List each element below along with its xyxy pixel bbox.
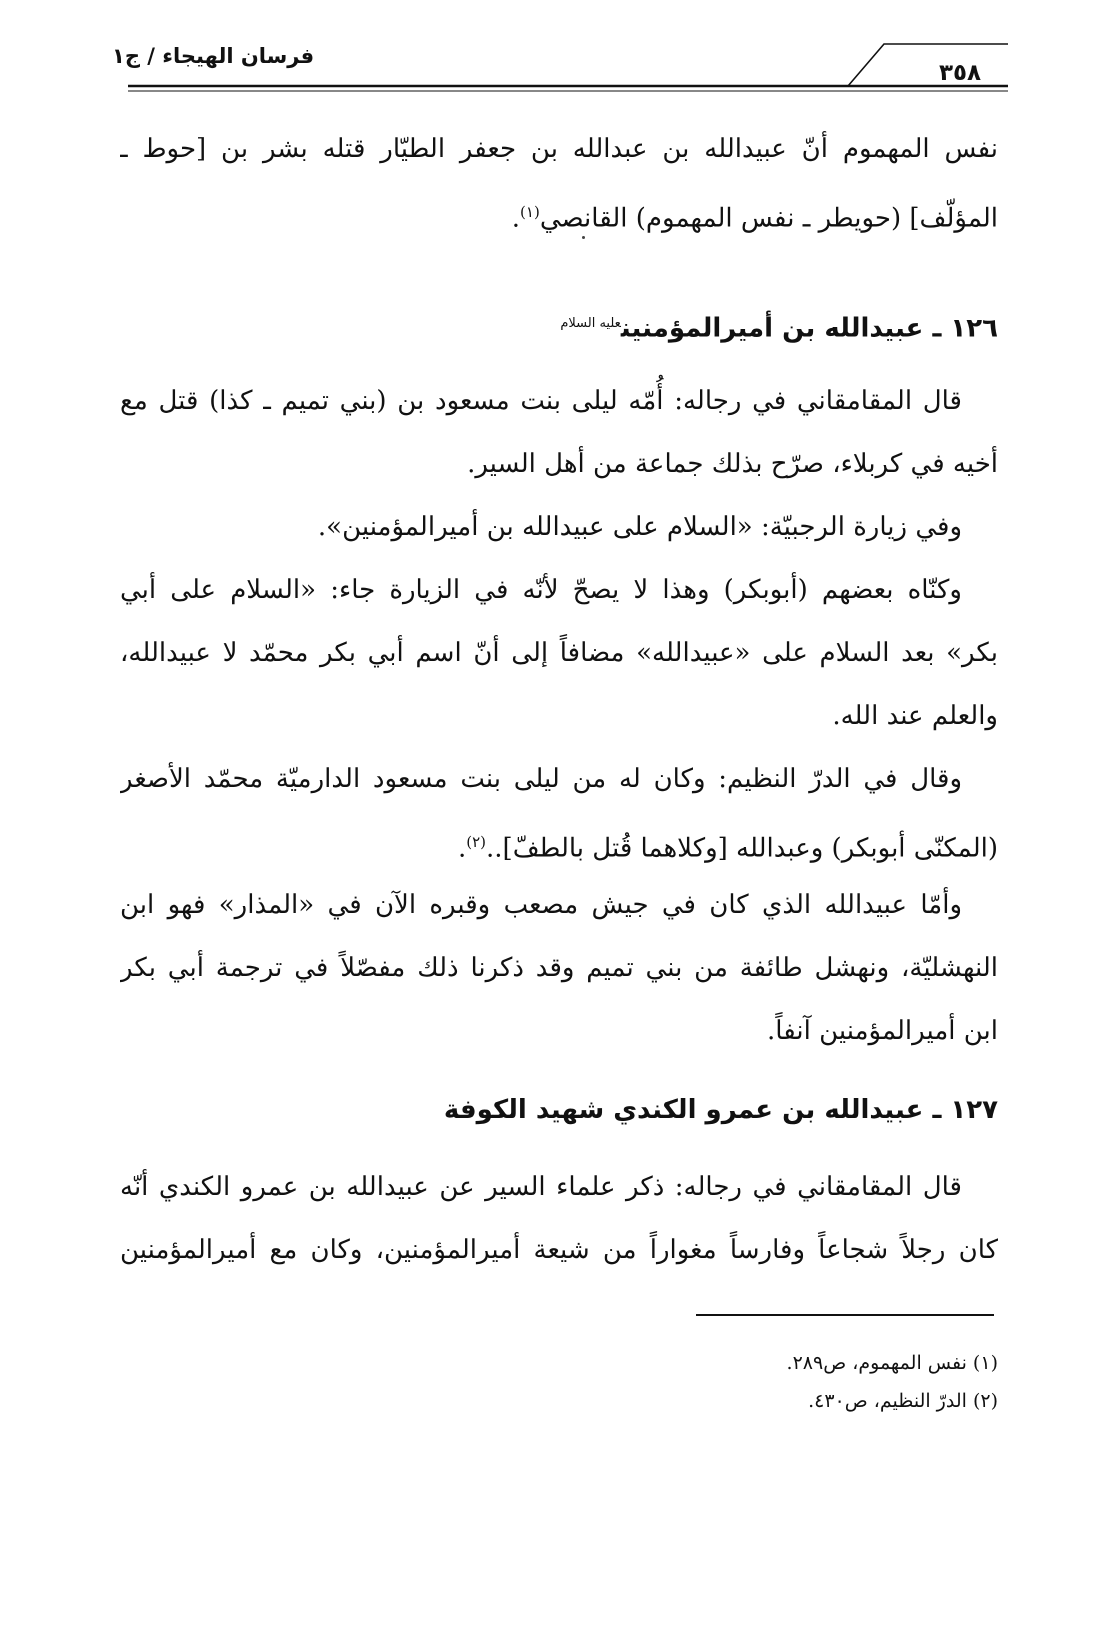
s127-line-1: قال المقامقاني في رجاله: ذكر علماء السير عن عبيدالله بن عمرو الكندي أنّه: [120, 1172, 962, 1202]
section-126-body: [120, 370, 998, 1063]
s126-line-9: وأمّا عبيدالله الذي كان في جيش مصعب وقبره الآن في «المذار» فهو ابن: [120, 890, 962, 920]
s126-line-8: (المكنّى أبوبكر) وعبدالله [وكلاهما قُتل بالطفّ]..$^{(٢)}$.: [457, 833, 998, 864]
footnote-2: (٢) الدرّ النظيم، ص٤٣٠.: [808, 1390, 998, 1412]
s126-line-6: والعلم عند الله.: [832, 701, 998, 731]
footnote-1: (١) نفس المهموم، ص٢٨٩.: [786, 1352, 998, 1374]
blessing-glyph: عليه السلام: [560, 316, 621, 331]
s126-line-5: بكر» بعد السلام على «عبيدالله» مضافاً إلى أنّ اسم أبي بكر محمّد لا عبيدالله،: [120, 638, 998, 668]
s126-line-4: وكنّاه بعضهم (أبوبكر) وهذا لا يصحّ لأنّه في الزيارة جاء: «السلام على أبي: [120, 575, 962, 605]
intro-line-2: المؤلّف] (حويطر ـ نفس المهموم) القانصي$^{(١)}$.: [511, 203, 998, 234]
s126-line-7: وقال في الدرّ النظيم: وكان له من ليلى بنت مسعود الدارميّة محمّد الأصغر: [120, 764, 962, 794]
intro-line-1: نفس المهموم أنّ عبيدالله بن عبدالله بن جعفر الطيّار قتله بشر بن [حوط ـ: [120, 134, 998, 164]
s126-line-2: أخيه في كربلاء، صرّح بذلك جماعة من أهل السير.: [467, 449, 998, 479]
page-number: ٣٥٨: [938, 60, 982, 86]
footnote-ref-1[interactable]: (١): [520, 203, 540, 221]
s126-line-1: قال المقامقاني في رجاله: أُمّه ليلى بنت مسعود بن (بني تميم ـ كذا) قتل مع: [120, 386, 962, 416]
stray-dot: [582, 236, 585, 239]
footnote-ref-2[interactable]: (٢): [466, 833, 487, 851]
s127-line-2: كان رجلاً شجاعاً وفارساً مغواراً من شيعة أميرالمؤمنين، وكان مع أميرالمؤمنين: [120, 1235, 998, 1265]
section-127-body: [120, 1156, 998, 1282]
s126-line-11: ابن أميرالمؤمنين آنفاً.: [767, 1016, 998, 1046]
section-126-heading: ١٢٦ ـ عبيدالله بن أميرالمؤمنين$^{عليه السلام}$: [560, 313, 998, 344]
s126-line-3: وفي زيارة الرجبيّة: «السلام على عبيدالله بن أميرالمؤمنين».: [317, 512, 962, 542]
s126-line-10: النهشليّة، ونهشل طائفة من بني تميم وقد ذكرنا ذلك مفصّلاً في ترجمة أبي بكر: [120, 953, 998, 983]
section-127-heading: ١٢٧ ـ عبيدالله بن عمرو الكندي شهيد الكوفة: [443, 1095, 998, 1125]
footnote-rule: [696, 1314, 994, 1316]
intro-paragraph: [120, 118, 998, 244]
running-header-title: فرسان الهيجاء / ج١: [112, 44, 315, 68]
